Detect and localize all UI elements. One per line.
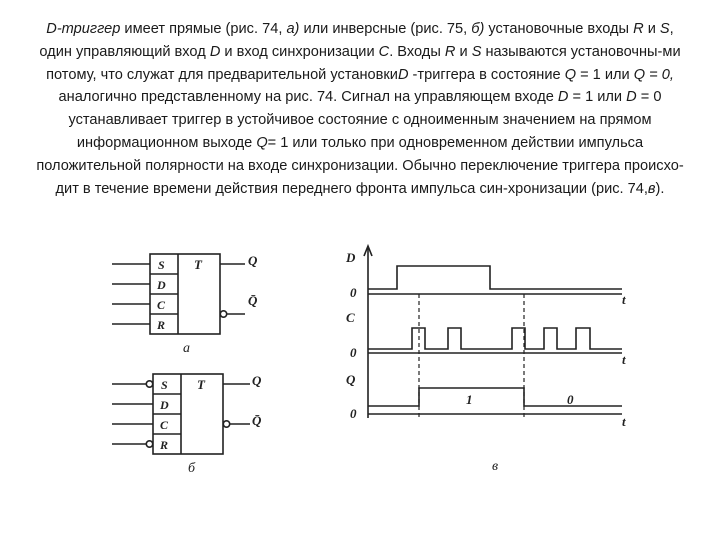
- pin-r-label: R: [160, 438, 169, 452]
- timing-labels: [345, 250, 626, 474]
- trigger-type-label: T: [197, 377, 205, 392]
- c-waveform: [368, 328, 622, 349]
- text-run: , один управляющий вход: [39, 21, 674, 60]
- zero-label: 0: [350, 406, 357, 421]
- q-waveform: [368, 388, 622, 406]
- inversion-bubble: [146, 441, 152, 447]
- q-state-zero-label: 0: [567, 392, 574, 407]
- signal-d-label: D: [346, 250, 356, 265]
- zero-label: 0: [350, 285, 357, 300]
- pin-d-label: D: [160, 398, 169, 412]
- output-qbar-label: Q̄: [252, 413, 262, 428]
- text-run: ).: [655, 180, 665, 197]
- inversion-bubble: [220, 311, 226, 317]
- text-run: Q: [256, 134, 268, 151]
- text-run: или инверсные (рис. 75,: [299, 21, 472, 37]
- trigger-a-labels: [156, 253, 258, 356]
- text-run: а): [286, 21, 300, 37]
- text-run: S: [659, 21, 670, 37]
- text-run: = 1 или: [568, 89, 627, 106]
- text-run: D: [209, 43, 221, 60]
- signal-q-label: Q: [346, 372, 356, 387]
- time-label: t: [622, 292, 626, 307]
- d-trigger-term: D-триггер: [46, 21, 121, 37]
- inversion-bubble: [223, 421, 229, 427]
- text-run: D: [397, 66, 409, 83]
- text-run: в: [647, 180, 656, 197]
- trigger-a-diagram: [112, 254, 245, 334]
- text-run: -триггера в состояние: [408, 66, 565, 83]
- text-run: = 1 или: [576, 66, 634, 83]
- text-run: и вход синхронизации: [220, 43, 379, 60]
- caption-a: а: [183, 341, 190, 356]
- output-q-label: Q: [252, 373, 262, 388]
- trigger-b-diagram: [112, 374, 250, 454]
- caption-b: б: [188, 461, 196, 476]
- text-run: Q: [564, 66, 577, 83]
- text-run: имеет прямые (рис. 74,: [120, 21, 287, 37]
- pin-c-label: C: [160, 418, 169, 432]
- q-state-one-label: 1: [466, 392, 473, 407]
- text-run: установочные входы: [484, 21, 634, 37]
- time-label: t: [622, 414, 626, 429]
- output-q-label: Q: [248, 253, 258, 268]
- pin-d-label: D: [157, 278, 166, 292]
- trigger-type-label: T: [194, 257, 202, 272]
- pin-c-label: C: [157, 298, 166, 312]
- zero-label: 0: [350, 345, 357, 360]
- timing-axes: [364, 246, 622, 418]
- text-run: D: [557, 89, 569, 106]
- text-run: R: [444, 43, 456, 60]
- text-run: называются установочны-ми потому, что служат для предварительной установки: [46, 43, 681, 83]
- text-run: б): [471, 21, 485, 37]
- text-run: D: [626, 89, 637, 106]
- time-label: t: [622, 352, 626, 367]
- output-qbar-label: Q̄: [248, 293, 258, 308]
- text-run: = 1 или только при одновременном действии импульса положительной полярности на входе синхронизации. Обычно переключение триггера происхо-дит в течение времени действия переднего фронта импульса син-хронизации (рис. 74,: [36, 134, 684, 197]
- pin-s-label: S: [158, 258, 165, 272]
- text-run: С: [378, 43, 390, 60]
- text-run: R: [633, 21, 644, 37]
- text-run: . Входы: [389, 43, 445, 60]
- inversion-bubble: [146, 381, 152, 387]
- caption-v: в: [492, 459, 499, 474]
- signal-c-label: C: [346, 310, 355, 325]
- text-run: и: [455, 43, 472, 60]
- text-run: аналогично представленному на рис. 74. Сигнал на управляющем входе: [58, 89, 558, 106]
- pin-r-label: R: [157, 318, 166, 332]
- pin-s-label: S: [161, 378, 168, 392]
- text-run: Q = 0,: [633, 66, 674, 83]
- text-run: S: [471, 43, 482, 60]
- text-run: и: [643, 21, 660, 37]
- text-run: = 0 устанавливает триггер в устойчивое состояние с одноименным значением на прямом информационном выходе: [68, 89, 662, 151]
- d-waveform: [368, 266, 622, 289]
